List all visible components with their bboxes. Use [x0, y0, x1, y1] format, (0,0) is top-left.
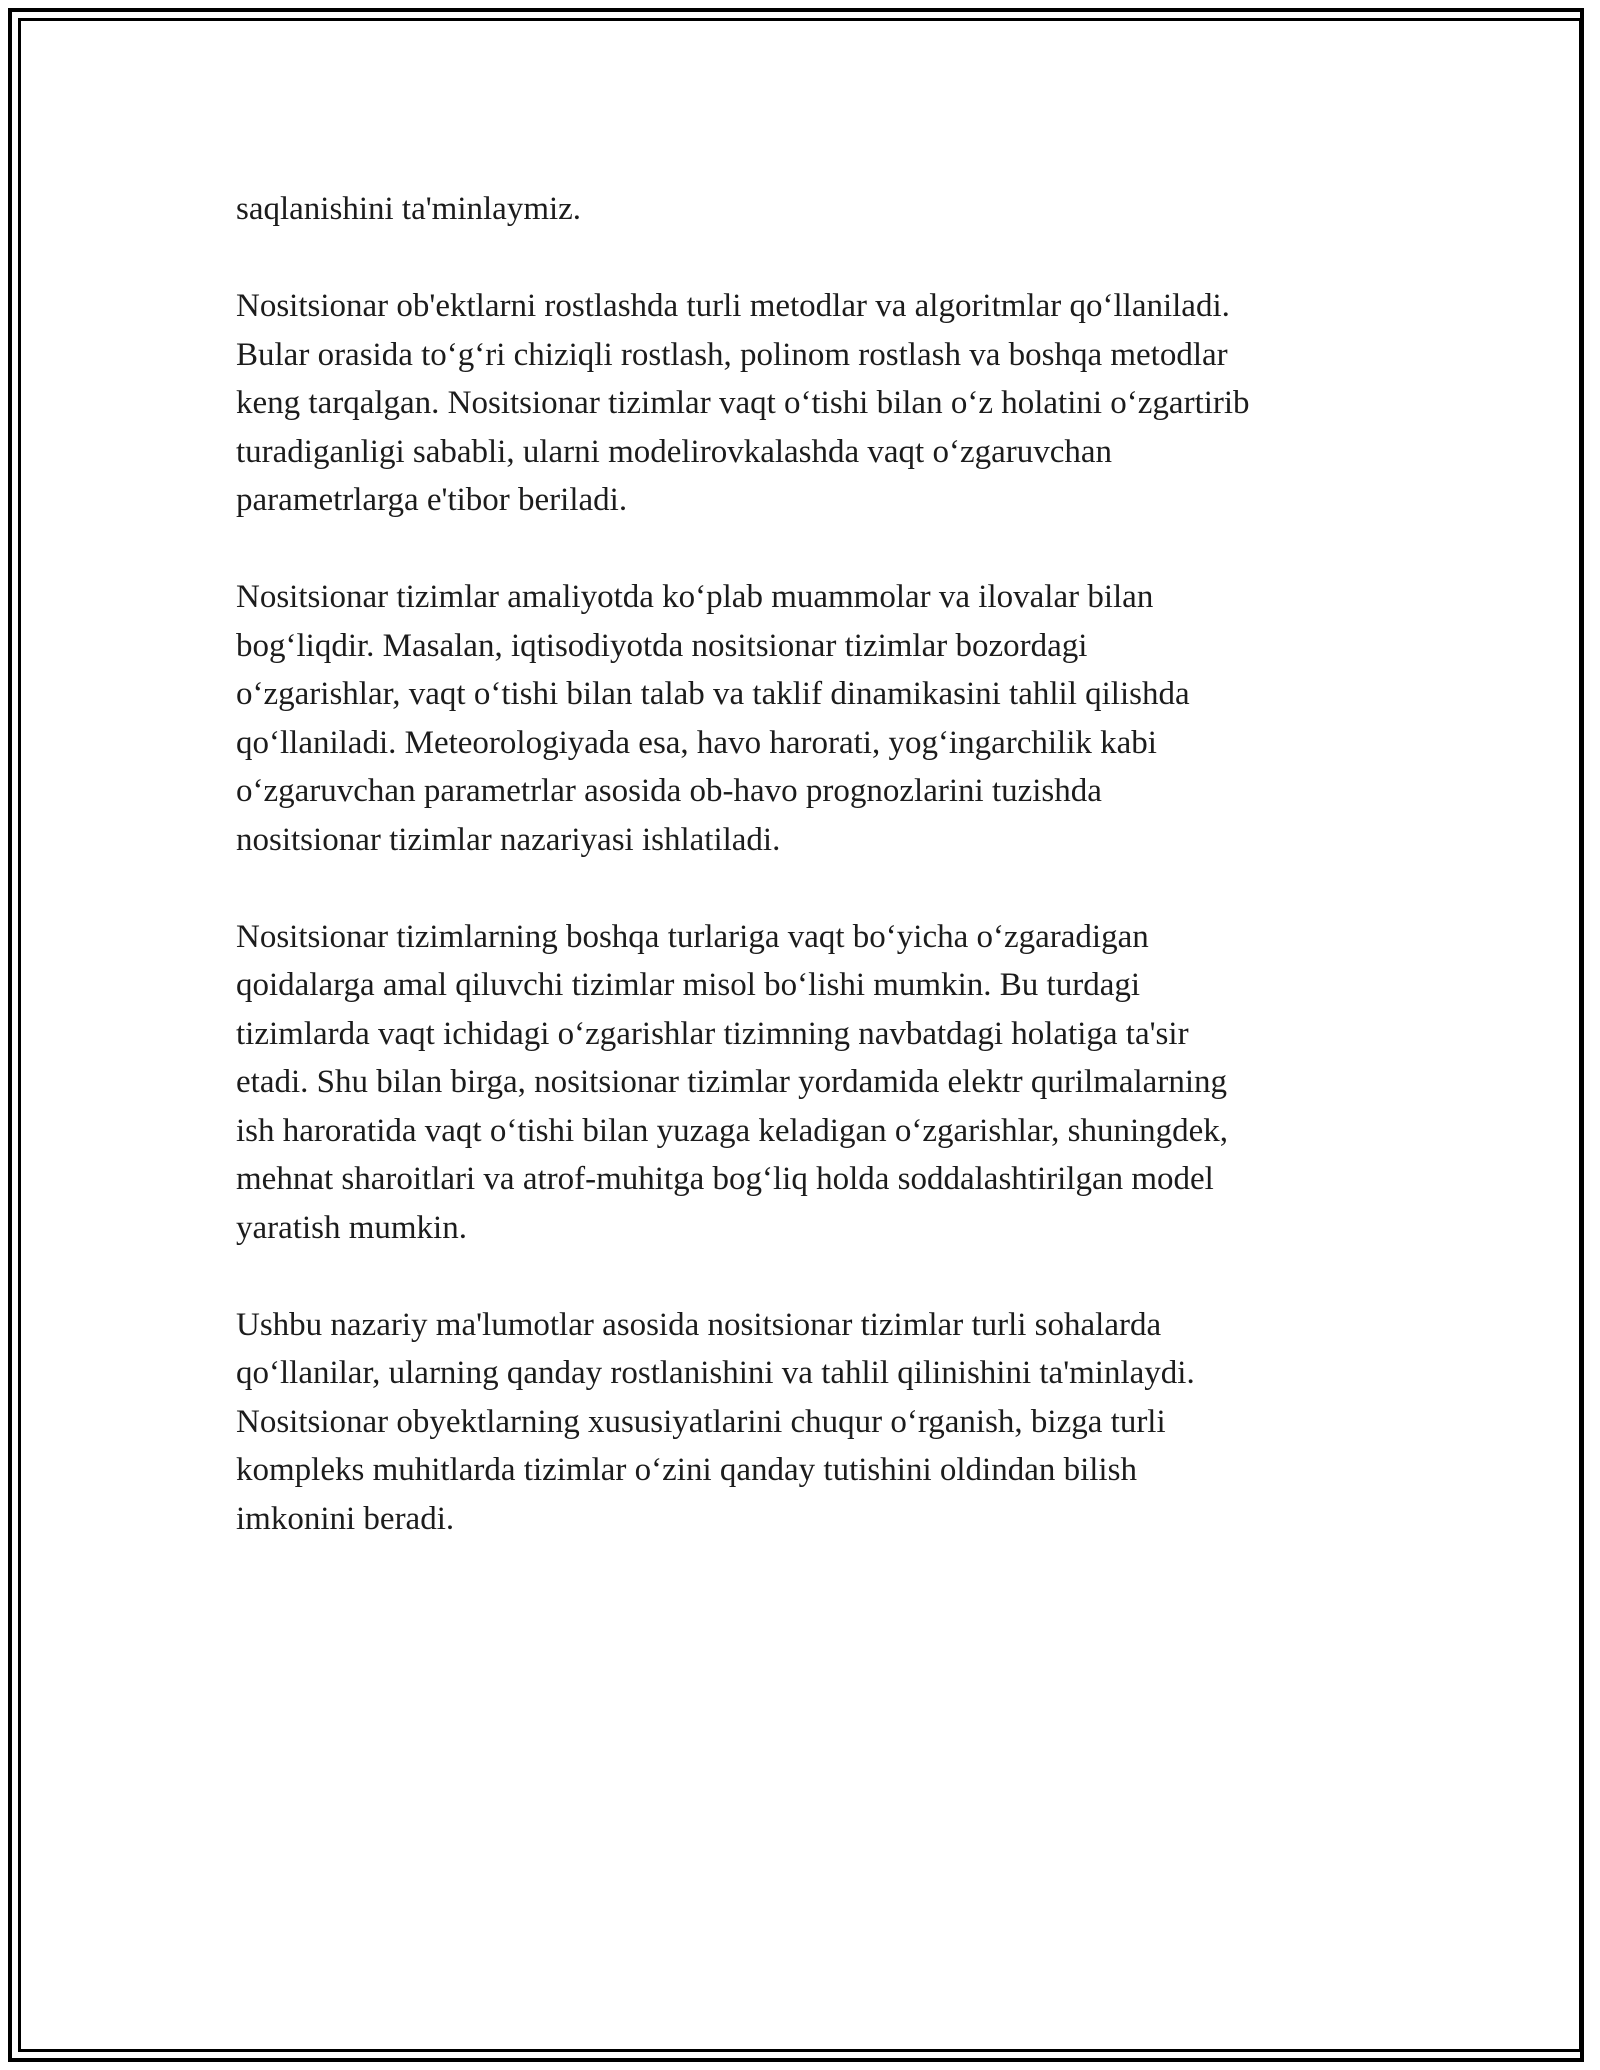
text-line: saqlanishini ta'minlaymiz.: [236, 191, 582, 227]
text-line: qoidalarga amal qiluvchi tizimlar misol bo‘lishi mumkin. Bu turdagi: [236, 967, 1141, 1003]
text-line: Bular orasida to‘g‘ri chiziqli rostlash, polinom rostlash va boshqa metodlar: [236, 336, 1228, 373]
text-line: mehnat sharoitlari va atrof-muhitga bog‘liq holda soddalashtirilgan model: [236, 1161, 1214, 1197]
text-line: bog‘liqdir. Masalan, iqtisodiyotda nositsionar tizimlar bozordagi: [236, 627, 1088, 664]
paragraph-4: [236, 913, 1386, 1253]
text-line: Nositsionar tizimlarning boshqa turlariga vaqt bo‘yicha o‘zgaradigan: [236, 918, 1149, 955]
document-body: [236, 185, 1386, 1592]
paragraph-1: [236, 185, 1386, 234]
text-line: Nositsionar ob'ektlarni rostlashda turli metodlar va algoritmlar qo‘llaniladi.: [236, 288, 1230, 324]
text-line: parametrlarga e'tibor beriladi.: [236, 482, 628, 518]
text-line: o‘zgarishlar, vaqt o‘tishi bilan talab va taklif dinamikasini tahlil qilishda: [236, 676, 1190, 712]
text-line: imkonini beradi.: [236, 1500, 455, 1537]
paragraph-5: [236, 1301, 1386, 1544]
text-line: turadiganligi sababli, ularni modelirovkalashda vaqt o‘zgaruvchan: [236, 433, 1113, 470]
text-line: tizimlarda vaqt ichidagi o‘zgarishlar tizimning navbatdagi holatiga ta'sir: [236, 1015, 1189, 1052]
text-line: Nositsionar obyektlarning xususiyatlarini chuqur o‘rganish, bizga turli: [236, 1403, 1166, 1440]
text-line: etadi. Shu bilan birga, nositsionar tizimlar yordamida elektr qurilmalarning: [236, 1064, 1227, 1100]
text-line: keng tarqalgan. Nositsionar tizimlar vaqt o‘tishi bilan o‘z holatini o‘zgartirib: [236, 385, 1250, 421]
text-line: Nositsionar tizimlar amaliyotda ko‘plab muammolar va ilovalar bilan: [236, 579, 1154, 615]
paragraph-3: [236, 573, 1386, 864]
text-line: nositsionar tizimlar nazariyasi ishlatiladi.: [236, 821, 781, 858]
text-line: o‘zgaruvchan parametrlar asosida ob-havo prognozlarini tuzishda: [236, 773, 1102, 809]
text-line: yaratish mumkin.: [236, 1209, 467, 1246]
text-line: ish haroratida vaqt o‘tishi bilan yuzaga keladigan o‘zgarishlar, shuningdek,: [236, 1112, 1229, 1149]
text-line: qo‘llaniladi. Meteorologiyada esa, havo harorati, yog‘ingarchilik kabi: [236, 724, 1157, 761]
text-line: kompleks muhitlarda tizimlar o‘zini qanday tutishini oldindan bilish: [236, 1452, 1137, 1488]
paragraph-2: [236, 282, 1386, 525]
text-line: qo‘llanilar, ularning qanday rostlanishini va tahlil qilinishini ta'minlaydi.: [236, 1355, 1195, 1391]
text-line: Ushbu nazariy ma'lumotlar asosida nositsionar tizimlar turli sohalarda: [236, 1306, 1162, 1343]
